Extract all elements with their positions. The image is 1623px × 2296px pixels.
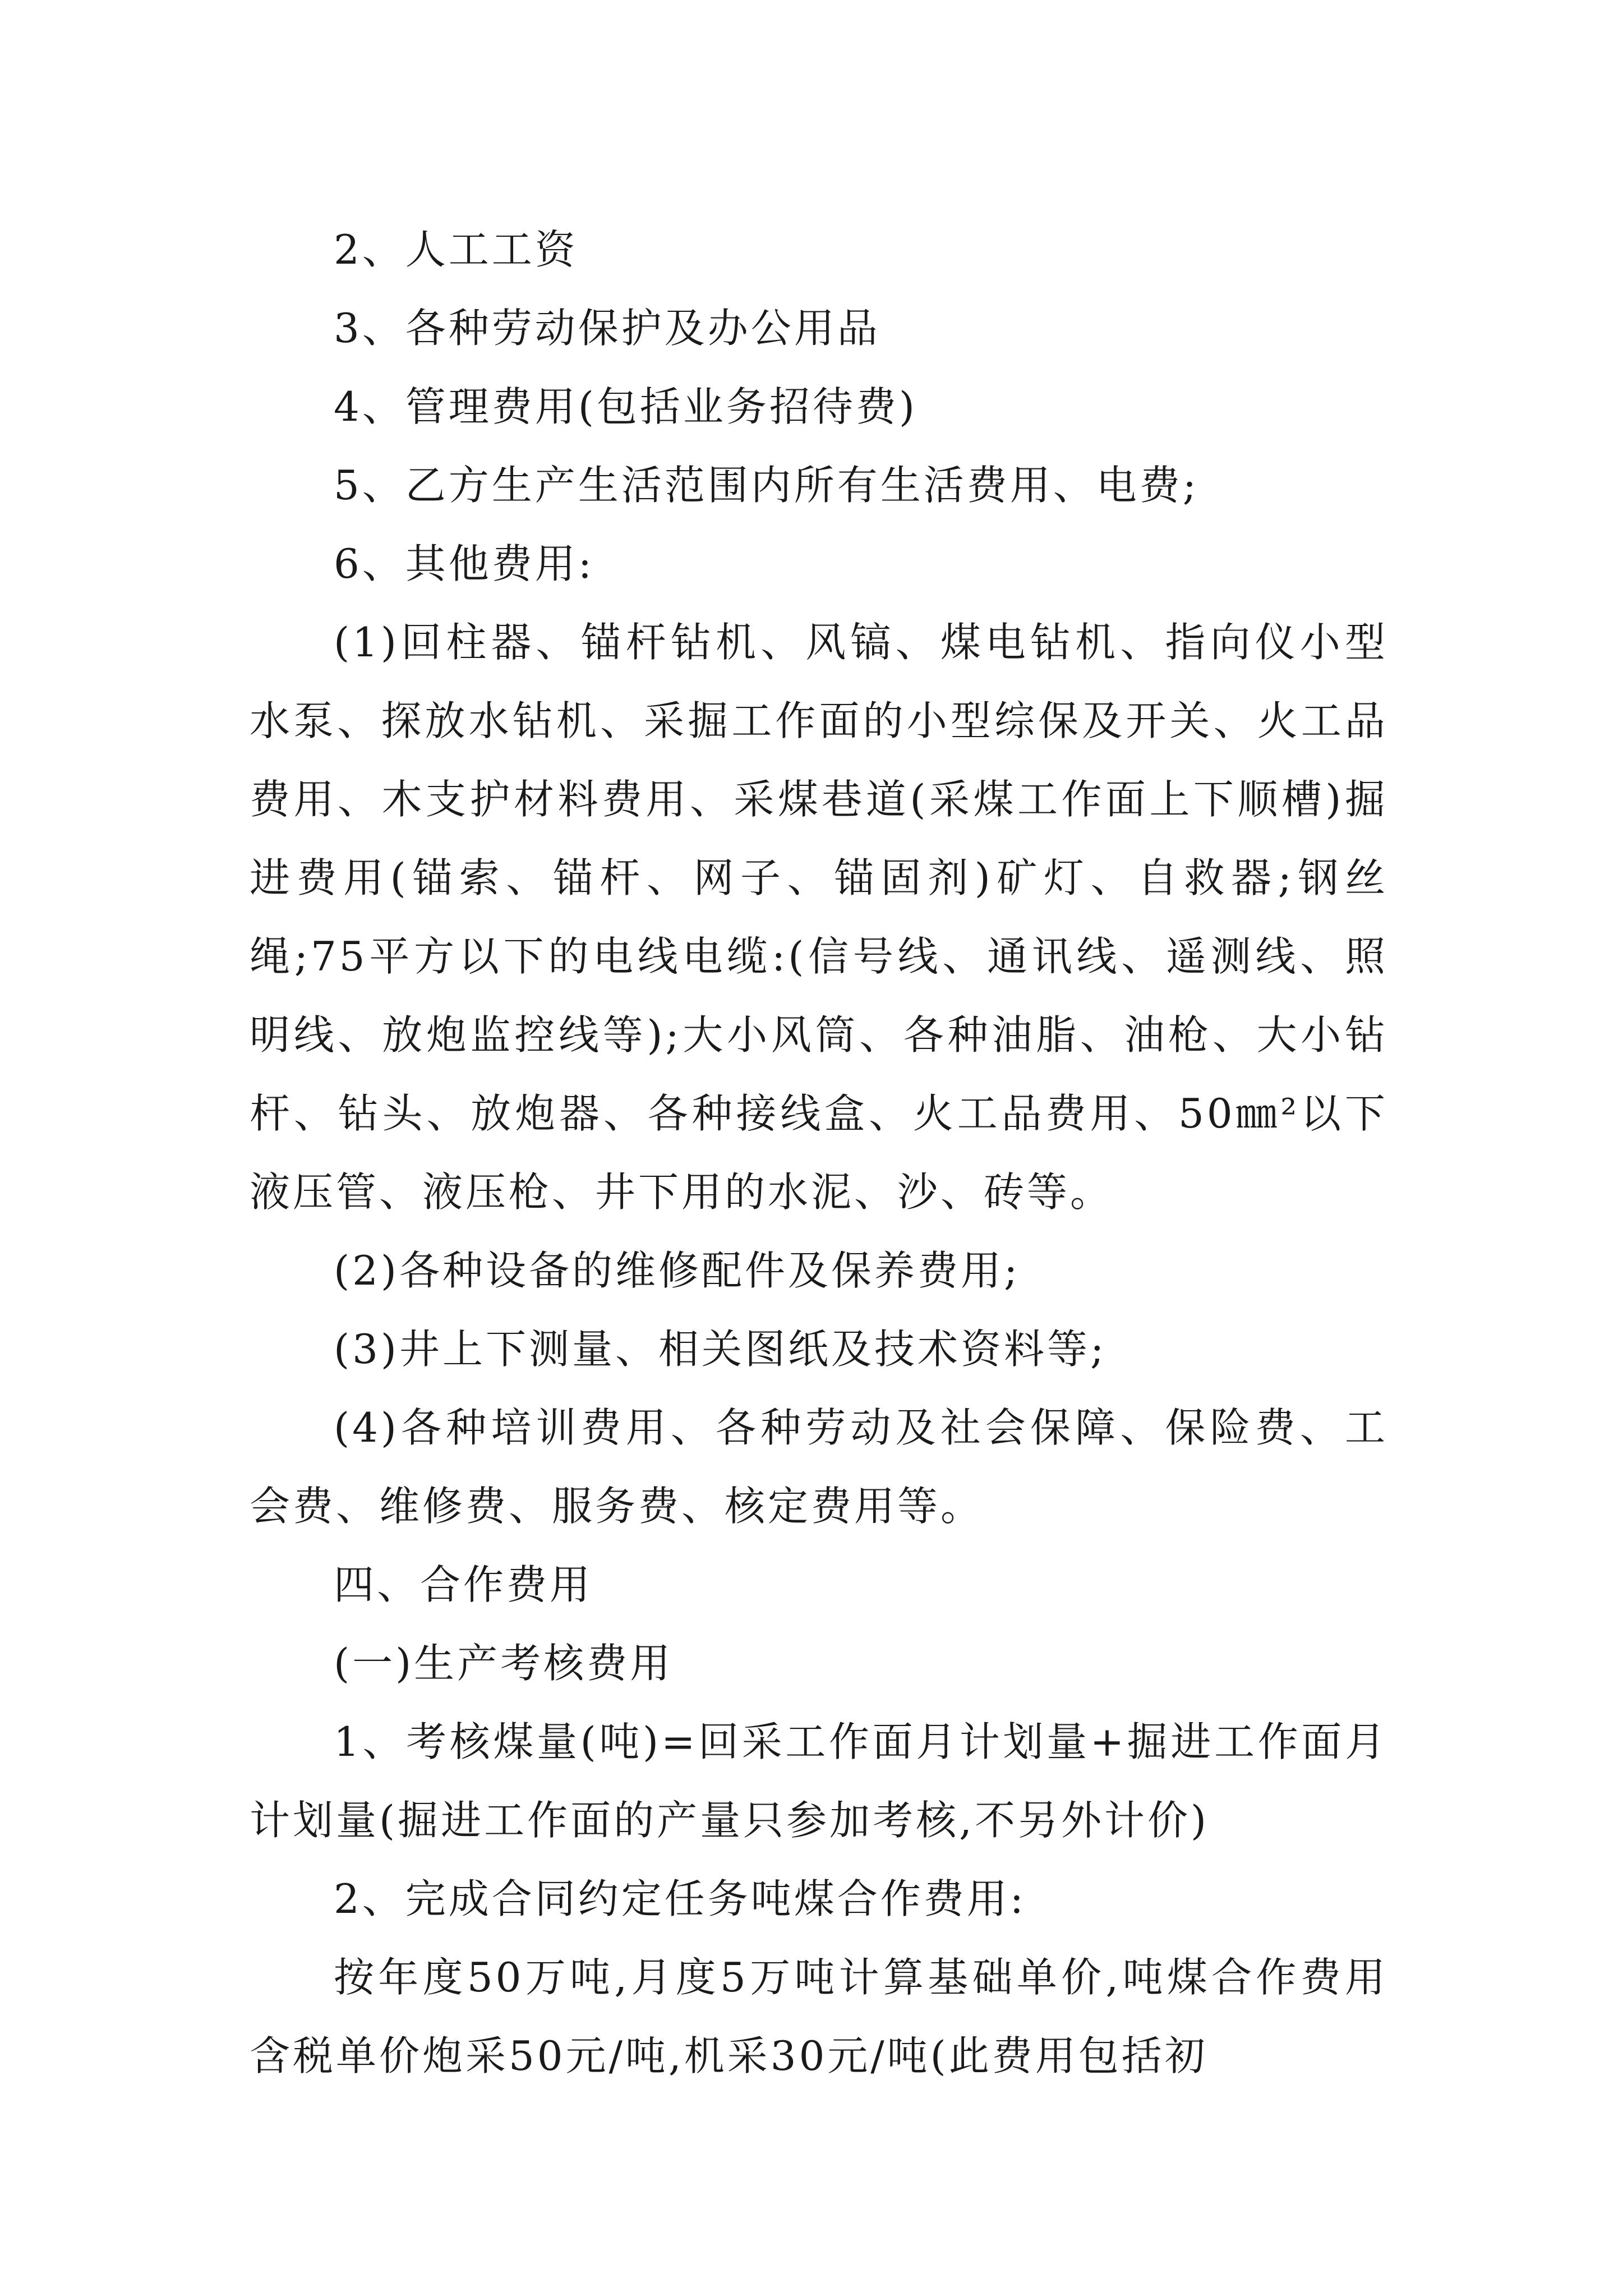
paragraph-item-2: 2、人工工资 (334, 226, 578, 273)
paragraph-item-5: 5、乙方生产生活范围内所有生活费用、电费; (334, 462, 1200, 509)
document-body (250, 210, 1388, 2095)
paragraph-assessment-item-2: 2、完成合同约定任务吨煤合作费用: (334, 1875, 1027, 1922)
paragraph-subitem-3: (3)井上下测量、相关图纸及技术资料等; (334, 1326, 1107, 1373)
paragraph-unit-price: 按年度50万吨,月度5万吨计算基础单价,吨煤合作费用含税单价炮采50元/吨,机采30元/吨(此费用包括初 (250, 1954, 1388, 2079)
paragraph-item-6: 6、其他费用: (334, 540, 595, 587)
section-heading-cooperation-fees: 四、合作费用 (334, 1561, 593, 1608)
paragraph-subitem-4: (4)各种培训费用、各种劳动及社会保障、保险费、工会费、维修费、服务费、核定费用等。 (250, 1404, 1388, 1530)
paragraph-assessment-item-1: 1、考核煤量(吨)=回采工作面月计划量+掘进工作面月计划量(掘进工作面的产量只参加考核,不另外计价) (250, 1718, 1388, 1844)
paragraph-subitem-2: (2)各种设备的维修配件及保养费用; (334, 1247, 1021, 1294)
subsection-heading-production-assessment: (一)生产考核费用 (334, 1640, 674, 1687)
paragraph-item-4: 4、管理费用(包括业务招待费) (334, 383, 917, 430)
paragraph-subitem-1: (1)回柱器、锚杆钻机、风镐、煤电钻机、指向仪小型水泵、探放水钻机、采掘工作面的小型综保及开关、火工品费用、木支护材料费用、采煤巷道(采煤工作面上下顺槽)掘进费用(锚索、锚杆、网子、锚固剂)矿灯、自救器;钢丝绳;75平方以下的电线电缆:(信号线、通讯线、遥测线、照明线、放炮监控线等);大小风筒、各种油脂、油枪、大小钻杆、钻头、放炮器、各种接线盒、火工品费用、50㎜²以下液压管、液压枪、井下用的水泥、沙、砖等。 (250, 619, 1388, 1216)
paragraph-item-3: 3、各种劳动保护及办公用品 (334, 305, 880, 352)
